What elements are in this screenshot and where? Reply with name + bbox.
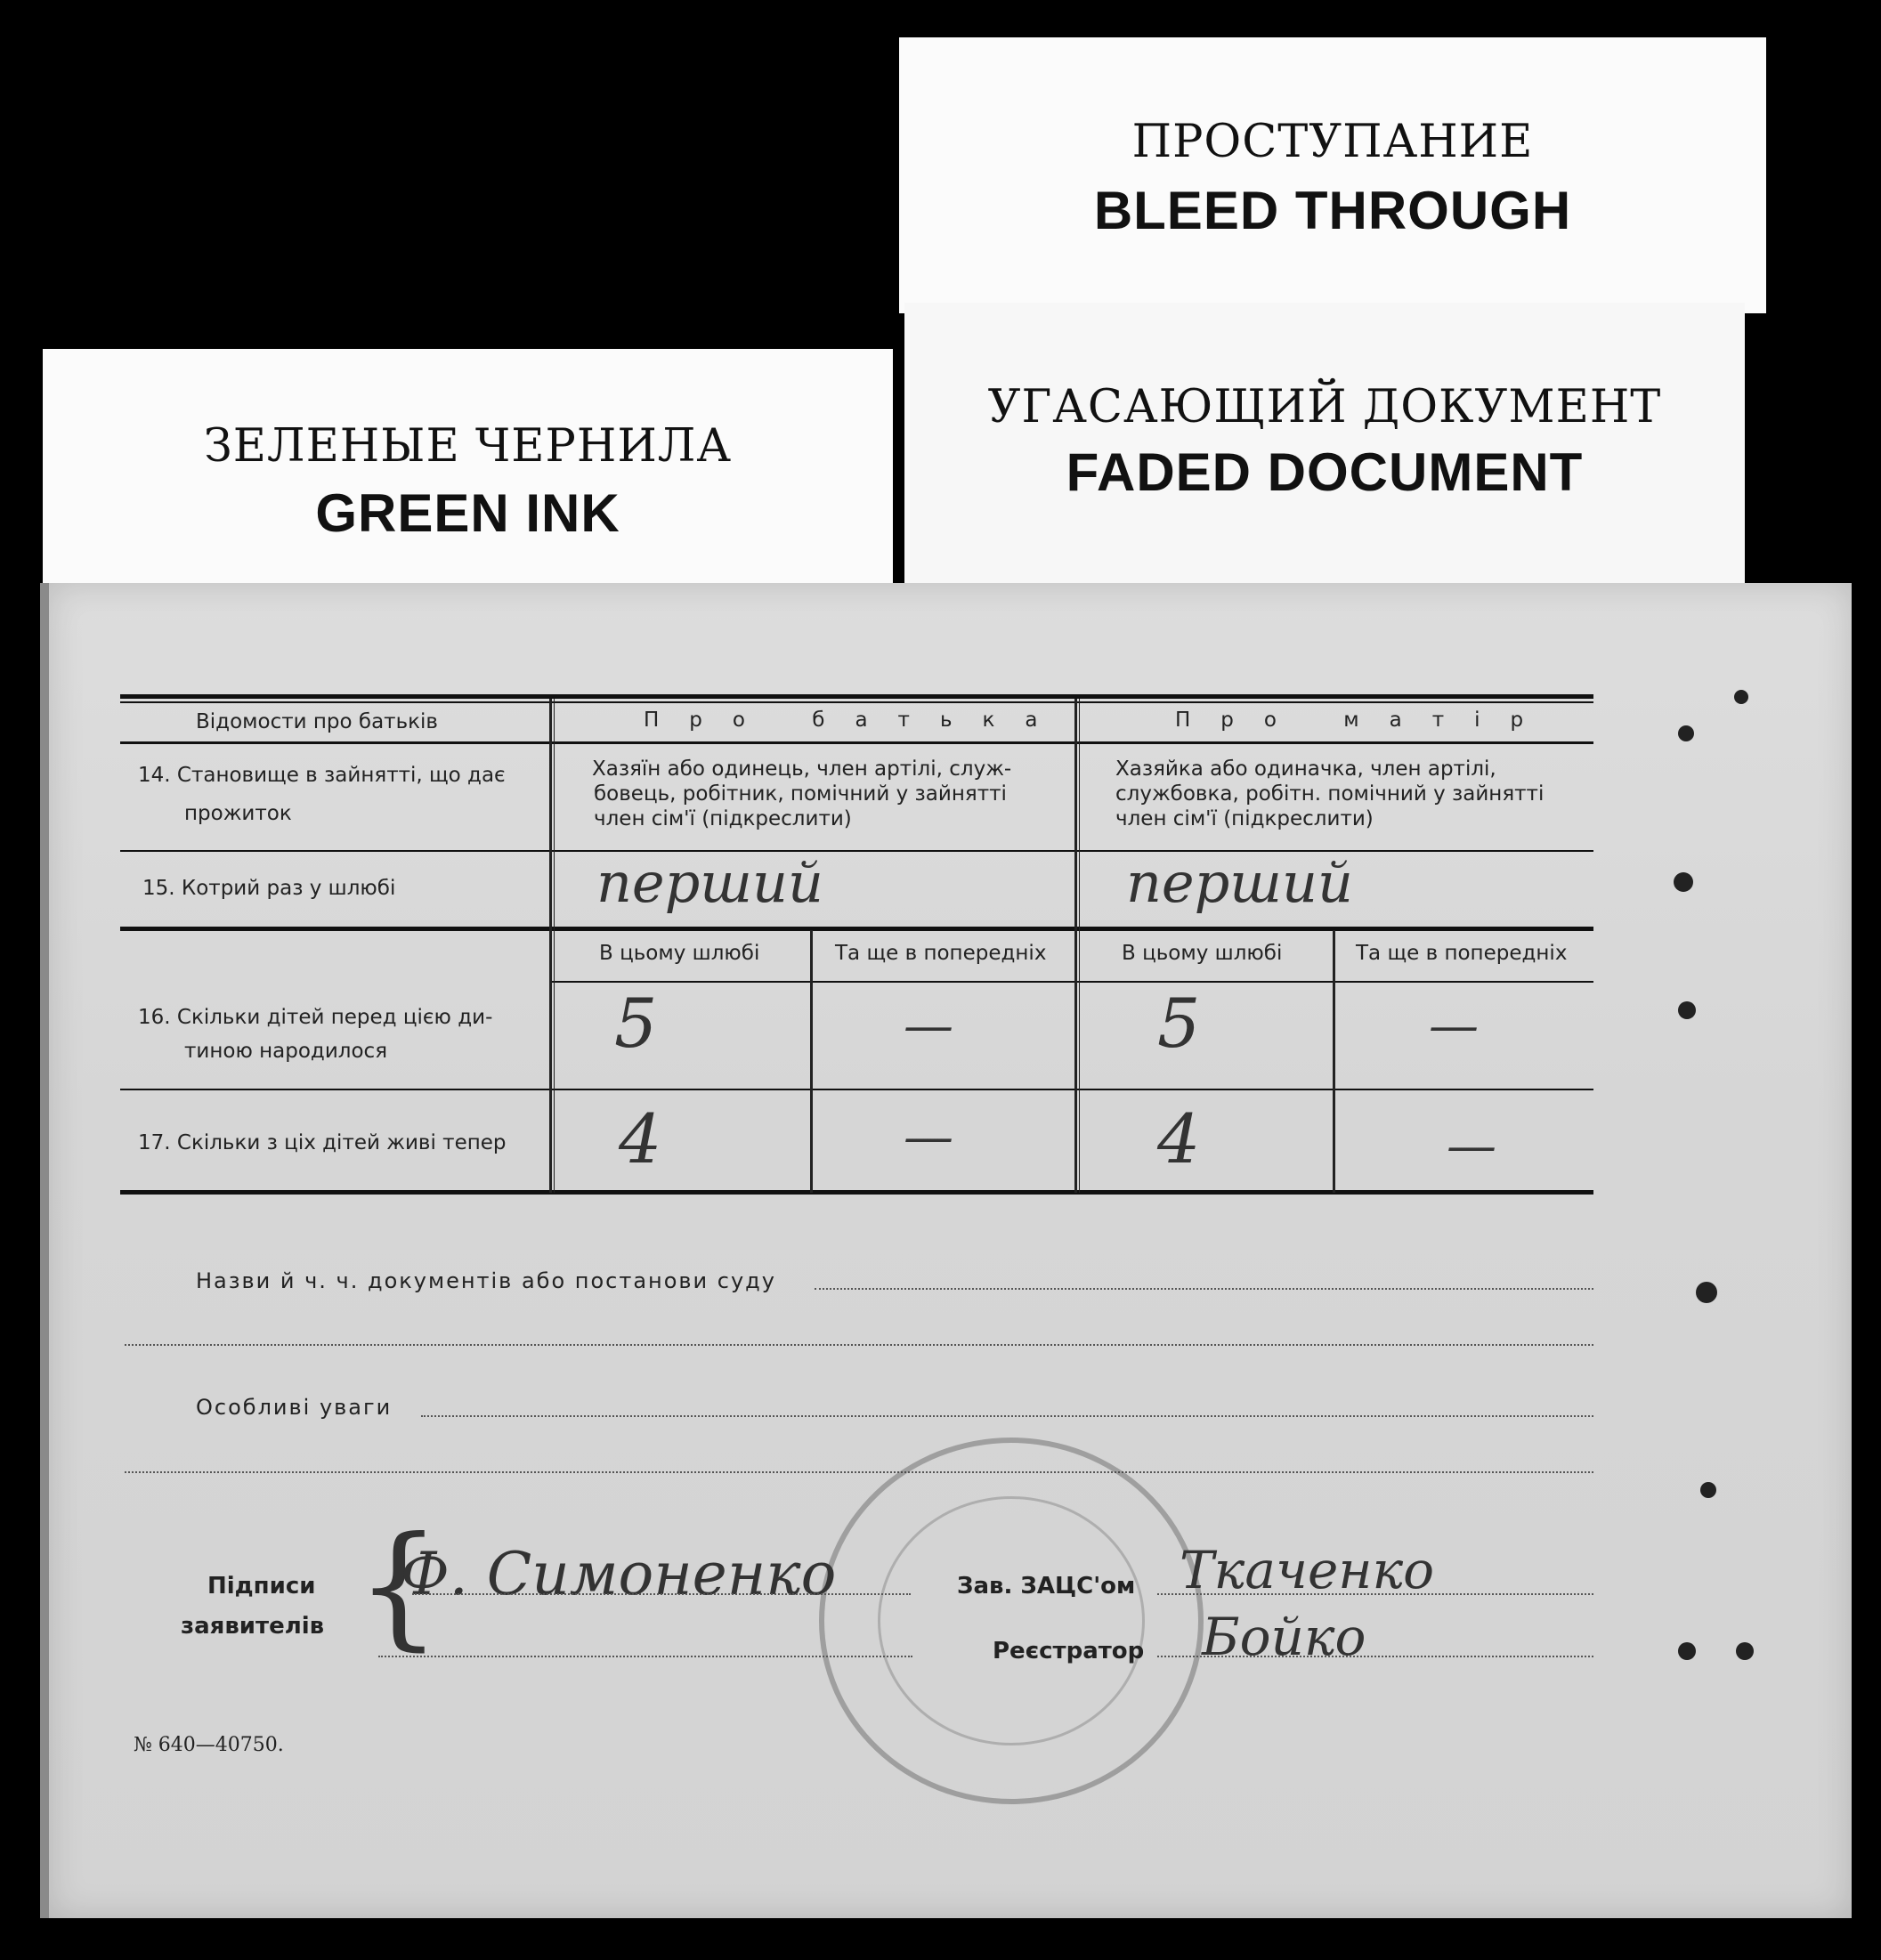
row17-father-this: 4 (619, 1099, 662, 1178)
row14-father-1: Хазяїн або одинець, член артілі, служ- (592, 757, 1012, 781)
head-line (1157, 1593, 1593, 1595)
subcol-divider-father (810, 930, 813, 1193)
documents-line-2 (125, 1344, 1593, 1346)
faded-document-card (904, 303, 1745, 596)
punch-hole (1700, 1482, 1716, 1498)
table-top-rule-thin (120, 701, 1593, 703)
row14-mother-3: член сім'ї (підкреслити) (1115, 807, 1374, 830)
registrar-signature: Бойко (1202, 1607, 1366, 1667)
row16-father-prev: — (904, 997, 953, 1055)
green-ink-ru: ЗЕЛЕНЫЕ ЧЕРНИЛА (204, 420, 732, 473)
faded-document-ru: УГАСАЮЩИЙ ДОКУМЕНТ (987, 381, 1662, 433)
sub-mother-prev: Та ще в попередніх (1356, 942, 1568, 965)
official-stamp (819, 1438, 1204, 1804)
row15-bottom-rule (120, 927, 1593, 931)
table-top-rule (120, 694, 1593, 699)
punch-hole (1678, 1001, 1696, 1019)
registrar-line (1157, 1656, 1593, 1657)
punch-hole (1734, 690, 1748, 704)
row14-mother-2: службовка, робітн. помічний у зайнятті (1115, 782, 1545, 806)
col-divider-1 (549, 699, 552, 1193)
official-stamp-inner (878, 1496, 1145, 1745)
applicant-signature: Ф. Симоненко (401, 1540, 837, 1608)
col-divider-2b (1079, 699, 1080, 1193)
registrar-label: Реєстратор (993, 1638, 1145, 1664)
row14-label-2: прожиток (184, 802, 292, 825)
form-number: № 640—40750. (134, 1734, 284, 1756)
header-col0: Відомости про батьків (196, 710, 438, 733)
bleed-through-ru: ПРОСТУПАНИЕ (1131, 116, 1534, 168)
punch-hole (1736, 1642, 1754, 1660)
green-ink-card (43, 349, 893, 607)
row14-bottom-rule (120, 850, 1593, 852)
row16-mother-this: 5 (1157, 984, 1201, 1063)
remarks-label: Особливі уваги (196, 1395, 393, 1420)
punch-hole (1678, 725, 1694, 741)
row15-father-value: перший (596, 850, 823, 915)
remarks-line-1 (421, 1415, 1593, 1417)
bleed-through-card (899, 37, 1766, 313)
row16-mother-prev: — (1429, 997, 1479, 1055)
punch-hole (1674, 872, 1693, 892)
form-sheet (40, 583, 1852, 1918)
row17-mother-prev: — (1447, 1117, 1496, 1175)
remarks-line-2 (125, 1471, 1593, 1473)
row14-father-2: бовець, робітник, помічний у зайнятті (594, 782, 1007, 806)
faded-document-en: FADED DOCUMENT (1066, 442, 1584, 502)
row16-label: 16. Скільки дітей перед цією ди- (138, 1006, 493, 1029)
row14-mother-1: Хазяйка або одиначка, член артілі, (1115, 757, 1496, 781)
signatures-label-1: Підписи (207, 1573, 316, 1600)
header-bottom-rule (120, 741, 1593, 744)
row17-mother-this: 4 (1157, 1099, 1201, 1178)
table-bottom-rule (120, 1190, 1593, 1195)
sub-mother-this: В цьому шлюбі (1122, 942, 1283, 965)
header-col1: Про батька (644, 709, 1068, 732)
header-col2: Про матір (1175, 709, 1554, 732)
head-label: Зав. ЗАЦС'ом (957, 1573, 1136, 1600)
applicant-line-1 (412, 1593, 911, 1595)
row16-label-2: тиною народилося (184, 1040, 388, 1063)
sub-father-this: В цьому шлюбі (599, 942, 760, 965)
row15-mother-value: перший (1126, 850, 1353, 915)
head-signature: Ткаченко (1180, 1540, 1435, 1600)
signatures-brace: { (356, 1509, 442, 1664)
green-ink-en: GREEN INK (315, 483, 620, 543)
punch-hole (1696, 1282, 1717, 1303)
row16-father-this: 5 (614, 984, 658, 1063)
row15-label: 15. Котрий раз у шлюбі (142, 877, 396, 900)
row17-label: 17. Скільки з ціх дітей живі тепер (138, 1131, 507, 1154)
row17-father-prev: — (904, 1108, 953, 1166)
applicant-line-2 (378, 1656, 912, 1657)
sub-father-prev: Та ще в попередніх (835, 942, 1047, 965)
row14-label: 14. Становище в зайнятті, що дає (138, 764, 506, 787)
punch-hole (1678, 1642, 1696, 1660)
subheader-bottom-rule (552, 981, 1593, 983)
row16-bottom-rule (120, 1089, 1593, 1090)
bleed-through-en: BLEED THROUGH (1093, 181, 1572, 240)
subcol-divider-mother (1333, 930, 1335, 1193)
col-divider-2 (1074, 699, 1077, 1193)
signatures-label-2: заявителів (181, 1613, 325, 1640)
documents-label: Назви й ч. ч. документів або постанови суду (196, 1268, 776, 1293)
col-divider-1b (554, 699, 555, 1193)
documents-line-1 (815, 1288, 1593, 1290)
row14-father-3: член сім'ї (підкреслити) (594, 807, 852, 830)
